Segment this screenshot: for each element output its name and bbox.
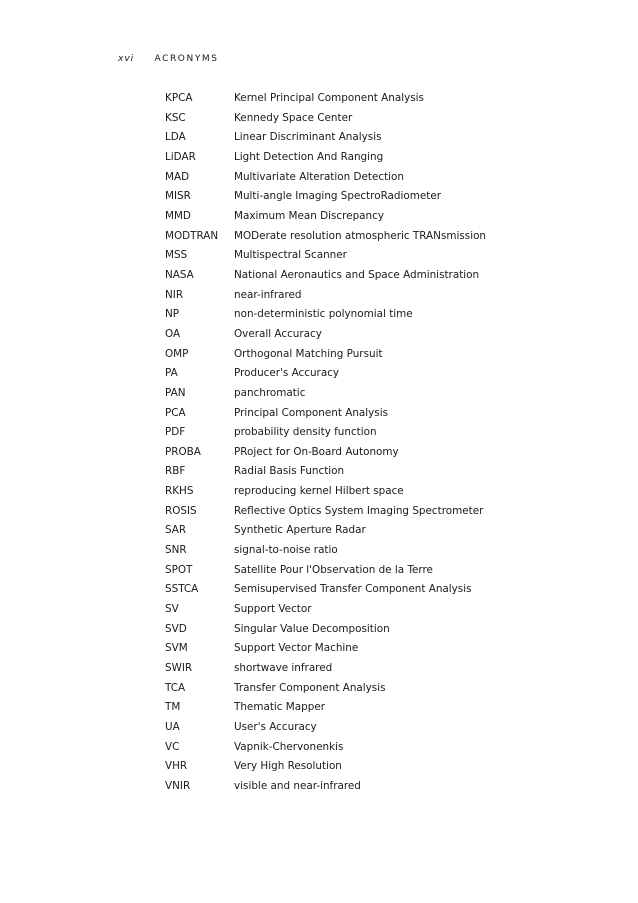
acronym-definition: Transfer Component Analysis <box>234 681 386 694</box>
acronym-definition: panchromatic <box>234 386 306 399</box>
list-item <box>165 521 585 541</box>
list-item <box>165 148 585 168</box>
list-item <box>165 187 585 207</box>
list-item <box>165 502 585 522</box>
page-header <box>118 54 219 64</box>
list-item <box>165 89 585 109</box>
acronym-definition: National Aeronautics and Space Administration <box>234 268 480 281</box>
acronym-definition: signal-to-noise ratio <box>234 544 338 557</box>
acronym-abbr: PAN <box>165 386 186 399</box>
acronym-definition: Light Detection And Ranging <box>234 150 384 163</box>
acronym-abbr: PA <box>165 367 178 380</box>
acronym-definition: PRoject for On-Board Autonomy <box>234 445 399 458</box>
acronym-abbr: SAR <box>165 524 187 537</box>
acronym-abbr: NASA <box>165 268 194 281</box>
acronym-abbr: OA <box>165 327 181 340</box>
list-item <box>165 482 585 502</box>
acronym-definition: Support Vector <box>234 603 312 616</box>
acronym-abbr: SV <box>165 603 179 616</box>
acronym-abbr: PDF <box>165 426 186 439</box>
acronym-definition: Producer's Accuracy <box>234 367 340 380</box>
acronym-definition: Multi-angle Imaging SpectroRadiometer <box>234 190 442 203</box>
list-item <box>165 639 585 659</box>
acronym-abbr: UA <box>165 721 180 733</box>
acronym-abbr: SVD <box>165 622 187 635</box>
acronym-abbr: OMP <box>165 347 189 360</box>
acronym-definition: Principal Component Analysis <box>234 406 389 419</box>
list-item <box>165 757 585 777</box>
acronym-definition: Semisupervised Transfer Component Analysis <box>234 583 472 596</box>
acronym-definition: Satellite Pour l'Observation de la Terre <box>234 563 433 576</box>
acronym-abbr: MISR <box>165 190 191 203</box>
acronym-abbr: LiDAR <box>165 150 196 163</box>
list-item <box>165 659 585 679</box>
list-item <box>165 404 585 424</box>
list-item <box>165 443 585 463</box>
acronym-abbr: LDA <box>165 131 186 144</box>
acronym-definition: Synthetic Aperture Radar <box>234 524 366 537</box>
list-item <box>165 266 585 286</box>
acronym-abbr: NIR <box>165 288 184 301</box>
acronym-abbr: VC <box>165 740 180 753</box>
acronym-definition: Overall Accuracy <box>234 327 322 340</box>
list-item <box>165 679 585 699</box>
acronym-abbr: KPCA <box>165 92 193 104</box>
acronym-definition: non-deterministic polynomial time <box>234 308 413 321</box>
list-item <box>165 246 585 266</box>
list-item <box>165 168 585 188</box>
list-item <box>165 207 585 227</box>
list-item <box>165 227 585 247</box>
acronym-abbr: ROSIS <box>165 504 197 517</box>
acronym-abbr: SNR <box>165 544 187 557</box>
list-item <box>165 286 585 306</box>
list-item <box>165 580 585 600</box>
acronym-definition: MODerate resolution atmospheric TRANsmission <box>234 229 487 242</box>
acronym-definition: Orthogonal Matching Pursuit <box>234 347 383 360</box>
list-item <box>165 462 585 482</box>
list-item <box>165 777 585 797</box>
acronym-abbr: PCA <box>165 406 186 419</box>
acronym-abbr: MODTRAN <box>165 229 219 242</box>
acronym-abbr: RBF <box>165 465 186 478</box>
list-item <box>165 305 585 325</box>
running-title: ACRONYMS <box>154 54 219 64</box>
list-item <box>165 364 585 384</box>
acronym-definition: Kennedy Space Center <box>234 111 353 124</box>
acronym-abbr: TCA <box>165 681 186 694</box>
acronym-abbr: VHR <box>165 760 188 773</box>
list-item <box>165 423 585 443</box>
acronym-list <box>165 89 585 797</box>
list-item <box>165 109 585 129</box>
acronym-abbr: PROBA <box>165 445 201 458</box>
acronym-abbr: VNIR <box>165 779 191 792</box>
list-item <box>165 718 585 738</box>
list-item <box>165 698 585 718</box>
acronym-abbr: MSS <box>165 249 188 262</box>
page-number: xvi <box>118 54 135 64</box>
acronym-abbr: MMD <box>165 209 191 222</box>
acronym-definition: Radial Basis Function <box>234 465 345 478</box>
list-item <box>165 561 585 581</box>
list-item <box>165 600 585 620</box>
acronym-definition: Very High Resolution <box>234 760 342 773</box>
acronym-definition: Vapnik-Chervonenkis <box>234 740 344 753</box>
acronym-abbr: MAD <box>165 170 190 183</box>
acronym-definition: visible and near-infrared <box>234 779 361 792</box>
list-item <box>165 345 585 365</box>
acronym-abbr: SSTCA <box>165 583 199 596</box>
list-item <box>165 384 585 404</box>
list-item <box>165 128 585 148</box>
list-item <box>165 620 585 640</box>
acronym-definition: probability density function <box>234 426 377 439</box>
acronym-abbr: SWIR <box>165 662 193 675</box>
list-item <box>165 738 585 758</box>
acronym-definition: Support Vector Machine <box>234 642 359 655</box>
acronym-abbr: NP <box>165 308 180 321</box>
acronym-definition: reproducing kernel Hilbert space <box>234 485 404 498</box>
acronym-definition: Thematic Mapper <box>234 701 325 714</box>
acronym-definition: shortwave infrared <box>234 662 333 675</box>
list-item <box>165 541 585 561</box>
acronym-definition: Reflective Optics System Imaging Spectrometer <box>234 504 484 517</box>
acronym-definition: User's Accuracy <box>234 721 317 733</box>
acronym-definition: Maximum Mean Discrepancy <box>234 209 384 222</box>
acronym-abbr: KSC <box>165 111 186 124</box>
acronym-definition: Kernel Principal Component Analysis <box>234 92 424 104</box>
acronym-abbr: TM <box>165 701 181 714</box>
acronym-definition: Multivariate Alteration Detection <box>234 170 404 183</box>
acronym-abbr: RKHS <box>165 485 194 498</box>
acronym-definition: Singular Value Decomposition <box>234 622 390 635</box>
list-item <box>165 325 585 345</box>
acronym-definition: Linear Discriminant Analysis <box>234 131 382 144</box>
acronym-abbr: SVM <box>165 642 188 655</box>
acronym-definition: near-infrared <box>234 288 302 301</box>
acronym-definition: Multispectral Scanner <box>234 249 347 262</box>
acronym-abbr: SPOT <box>165 563 193 576</box>
